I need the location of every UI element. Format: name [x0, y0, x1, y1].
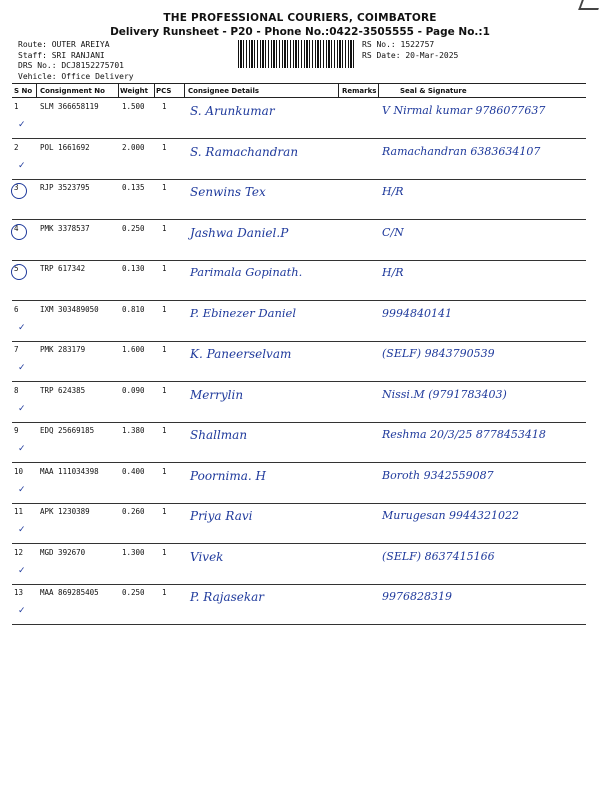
- meta-left: [18, 40, 134, 82]
- cell-consignee-name: P. Ebinezer Daniel: [190, 305, 297, 320]
- cell-sno: 1: [14, 102, 19, 111]
- check-mark-icon: ✓: [18, 322, 26, 333]
- check-mark-icon: ✓: [18, 525, 26, 535]
- table-row: [12, 463, 586, 504]
- cell-pcs: 1: [162, 142, 167, 152]
- cell-consignee-name: K. Paneerselvam: [190, 347, 292, 361]
- header-signature: Seal & Signature: [400, 87, 467, 95]
- cell-pcs: 1: [162, 507, 167, 516]
- cell-weight: 0.130: [122, 264, 145, 273]
- table-header: [12, 84, 586, 98]
- rs-no-label: RS No.: 1522757: [362, 40, 435, 49]
- table-row: [12, 139, 586, 180]
- table-row: [12, 179, 586, 220]
- table-row: [12, 301, 586, 342]
- cell-signature: H/R: [382, 185, 404, 198]
- cell-signature: H/R: [382, 266, 404, 279]
- cell-consignee-name: S. Ramachandran: [190, 144, 299, 159]
- cell-consignment-no: APK 1230389: [40, 507, 90, 516]
- circle-mark: [11, 183, 27, 199]
- table-row: [12, 220, 586, 261]
- corner-mark: [578, 0, 600, 10]
- cell-consignee-name: Merrylin: [190, 387, 244, 402]
- vehicle-label: Vehicle: Office Delivery: [18, 71, 134, 81]
- cell-consignee-name: Parimala Gopinath.: [190, 265, 303, 279]
- cell-consignment-no: TRP 624385: [40, 385, 86, 395]
- circle-mark: [11, 264, 27, 280]
- cell-weight: 1.380: [122, 426, 145, 435]
- cell-sno: 10: [14, 466, 24, 476]
- cell-signature: (SELF) 8637415166: [382, 549, 495, 563]
- cell-pcs: 1: [162, 588, 167, 597]
- header-weight: Weight: [120, 87, 148, 95]
- table-row: [12, 98, 586, 139]
- cell-consignment-no: POL 1661692: [40, 142, 90, 152]
- cell-sno: 8: [14, 385, 19, 395]
- check-mark-icon: ✓: [18, 565, 26, 576]
- cell-weight: 0.400: [122, 466, 145, 476]
- cell-consignment-no: MAA 111034398: [40, 466, 99, 476]
- check-mark-icon: ✓: [18, 484, 26, 495]
- cell-weight: 0.135: [122, 183, 145, 192]
- cell-signature: Ramachandran 6383634107: [382, 144, 541, 158]
- table-row: [12, 544, 586, 585]
- meta-right: [362, 40, 458, 61]
- drs-label: DRS No.: DCJ8152275701: [18, 61, 124, 70]
- cell-weight: 0.250: [122, 588, 145, 597]
- table-row: [12, 260, 586, 301]
- cell-consignee-name: Vivek: [190, 549, 224, 564]
- cell-pcs: 1: [162, 102, 167, 111]
- cell-pcs: 1: [162, 547, 167, 557]
- cell-sno: 7: [14, 345, 19, 354]
- cell-sno: 9: [14, 426, 19, 435]
- cell-consignee-name: S. Arunkumar: [190, 104, 275, 118]
- cell-consignee-name: Poornima. H: [190, 468, 266, 483]
- cell-signature: Reshma 20/3/25 8778453418: [382, 428, 546, 441]
- cell-pcs: 1: [162, 426, 167, 435]
- rs-date-label: RS Date: 20-Mar-2025: [362, 50, 459, 60]
- check-mark-icon: ✓: [18, 363, 26, 373]
- table-row: [12, 341, 586, 382]
- header-sno: S No: [14, 87, 33, 95]
- cell-pcs: 1: [162, 304, 167, 314]
- page-title: THE PROFESSIONAL COURIERS, COIMBATORE: [163, 12, 437, 24]
- cell-sno: 2: [14, 142, 19, 152]
- cell-signature: Nissi.M (9791783403): [382, 387, 507, 401]
- check-mark-icon: ✓: [18, 403, 26, 414]
- cell-pcs: 1: [162, 183, 167, 192]
- cell-pcs: 1: [162, 223, 167, 233]
- circle-mark: [11, 224, 27, 240]
- cell-pcs: 1: [162, 466, 167, 476]
- page-subtitle: Delivery Runsheet - P20 - Phone No.:0422-3505555 - Page No.:1: [110, 26, 490, 38]
- table-row: [12, 422, 586, 463]
- cell-consignment-no: IXM 303489050: [40, 304, 99, 314]
- check-mark-icon: ✓: [18, 160, 26, 171]
- cell-sno: 3: [14, 183, 19, 192]
- cell-consignee-name: Shallman: [190, 428, 248, 442]
- cell-signature: 9994840141: [382, 306, 452, 320]
- cell-consignment-no: MGD 392670: [40, 547, 86, 557]
- cell-sno: 5: [14, 264, 19, 273]
- header-pcs: PCS: [156, 87, 172, 95]
- cell-sno: 11: [14, 507, 24, 516]
- table-row: [12, 503, 586, 544]
- cell-weight: 0.260: [122, 507, 145, 516]
- cell-weight: 1.500: [122, 102, 145, 111]
- check-mark-icon: ✓: [18, 444, 26, 454]
- check-mark-icon: ✓: [18, 120, 26, 130]
- cell-consignment-no: TRP 617342: [40, 264, 86, 273]
- cell-signature: (SELF) 9843790539: [382, 347, 495, 360]
- barcode: [238, 40, 354, 68]
- cell-weight: 1.300: [122, 547, 145, 557]
- header-consignment: Consignment No: [40, 87, 105, 95]
- cell-signature: Boroth 9342559087: [382, 468, 494, 482]
- cell-signature: V Nirmal kumar 9786077637: [382, 104, 546, 117]
- cell-consignment-no: PMK 283179: [40, 345, 86, 354]
- check-mark-icon: ✓: [18, 606, 26, 616]
- route-label: Route: OUTER AREIYA: [18, 40, 110, 49]
- cell-pcs: 1: [162, 345, 167, 354]
- cell-sno: 4: [14, 224, 19, 233]
- cell-weight: 0.810: [122, 304, 145, 314]
- header-remarks: Remarks: [342, 87, 377, 95]
- cell-consignee-name: P. Rajasekar: [190, 590, 265, 604]
- cell-sno: 6: [14, 304, 19, 314]
- cell-signature: C/N: [382, 225, 404, 239]
- staff-label: Staff: SRI RANJANI: [18, 50, 105, 60]
- runsheet-table: [12, 83, 586, 616]
- table-row: [12, 584, 586, 625]
- cell-weight: 2.000: [122, 142, 145, 152]
- cell-consignment-no: SLM 366658119: [40, 102, 99, 111]
- cell-consignment-no: EDQ 25669185: [40, 426, 95, 435]
- cell-consignee-name: Jashwa Daniel.P: [190, 225, 289, 240]
- cell-consignment-no: PMK 3378537: [40, 223, 90, 233]
- cell-consignment-no: RJP 3523795: [40, 183, 90, 192]
- cell-weight: 1.600: [122, 345, 145, 354]
- cell-sno: 13: [14, 588, 24, 597]
- cell-weight: 0.090: [122, 385, 145, 395]
- cell-pcs: 1: [162, 264, 167, 273]
- cell-signature: Murugesan 9944321022: [382, 509, 520, 522]
- cell-consignment-no: MAA 869285405: [40, 588, 99, 597]
- cell-pcs: 1: [162, 385, 167, 395]
- cell-sno: 12: [14, 547, 24, 557]
- cell-consignee-name: Priya Ravi: [190, 509, 253, 523]
- cell-signature: 9976828319: [382, 590, 452, 603]
- cell-consignee-name: Senwins Tex: [190, 185, 266, 199]
- header-consignee: Consignee Details: [188, 87, 260, 95]
- cell-weight: 0.250: [122, 223, 145, 233]
- table-row: [12, 382, 586, 423]
